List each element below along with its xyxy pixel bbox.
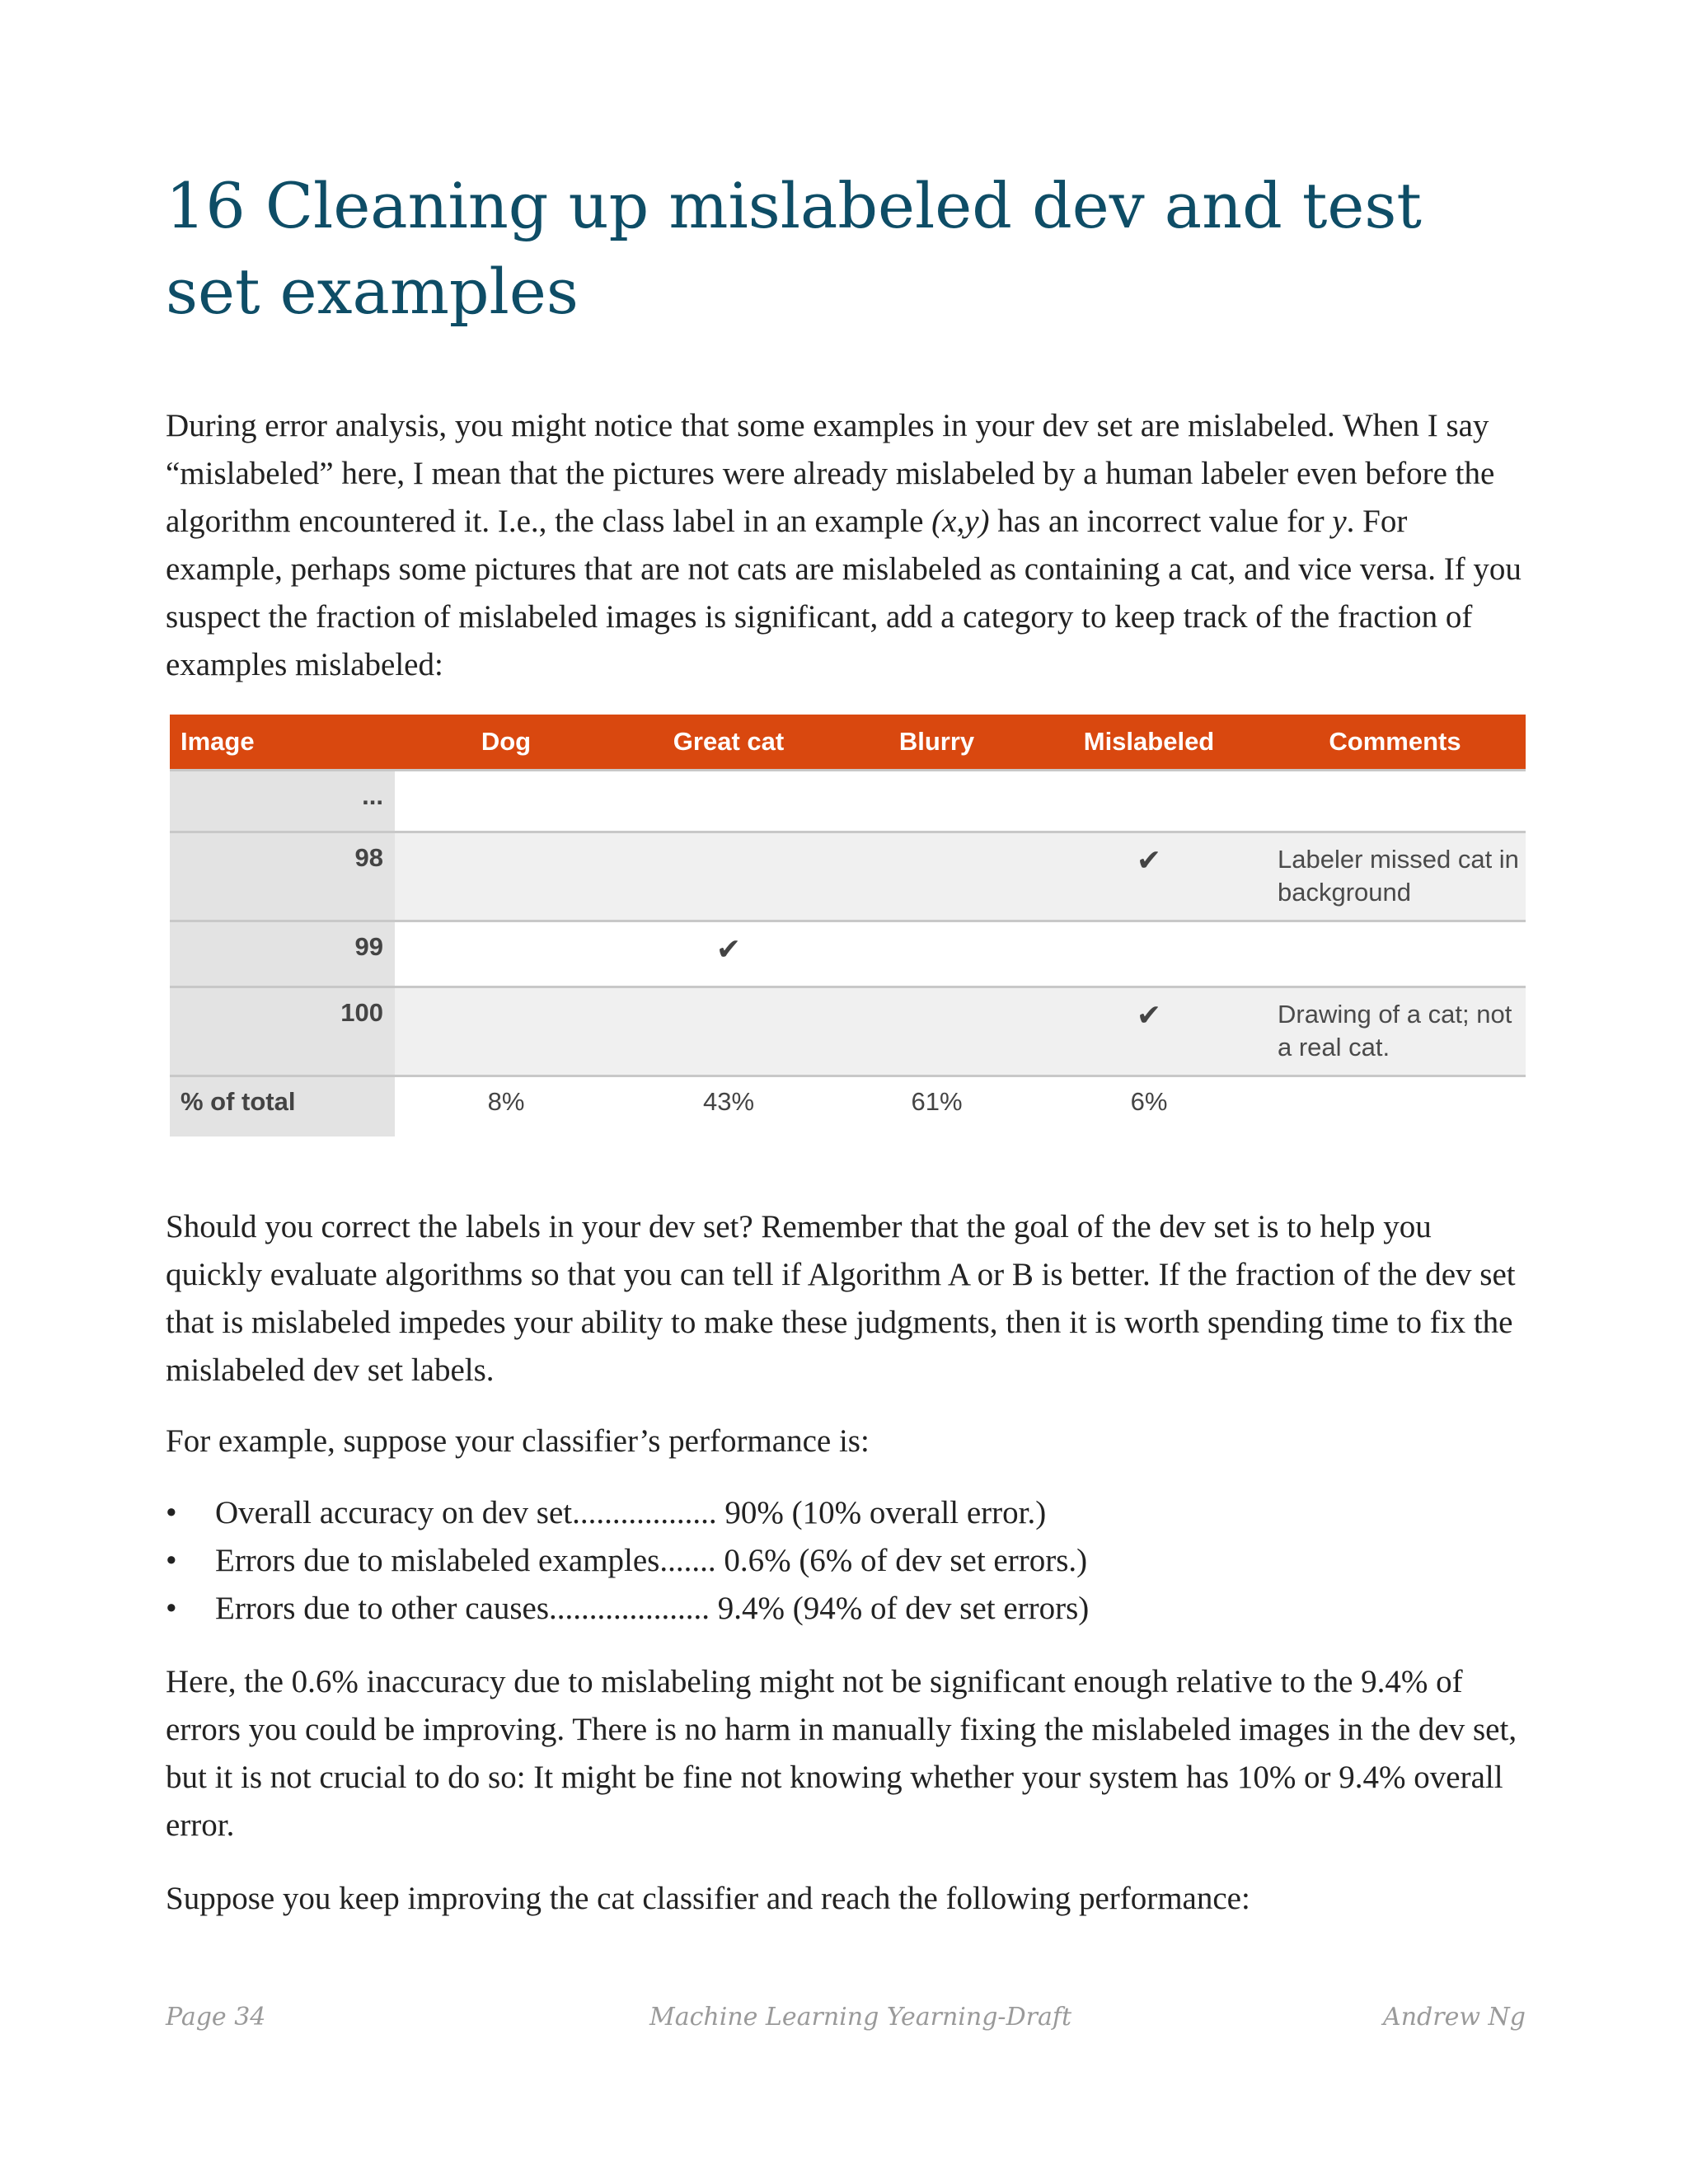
error-analysis-table <box>170 715 1526 1137</box>
row-mislabeled-cell <box>1034 771 1264 831</box>
checkmark-icon: ✔ <box>1136 998 1162 1032</box>
row-image-cell: 99 <box>170 922 395 986</box>
total-mislabeled: 6% <box>1130 1087 1168 1116</box>
row-comments-cell: Drawing of a cat; not a real cat. <box>1278 1000 1512 1062</box>
paragraph-analysis: Here, the 0.6% inaccuracy due to mislabeling might not be significant enough relative to the 9.4% of errors you could be improving. There is no harm in manually fixing the mislabeled images in the dev set, but it is not crucial to do so: It might be fine not knowing whether your system has 10% or 9.4% overall error. <box>166 1664 1517 1843</box>
row-great-cat-cell <box>617 771 840 831</box>
row-dog-cell <box>395 833 617 920</box>
row-blurry-cell <box>840 771 1034 831</box>
checkmark-icon: ✔ <box>715 932 742 966</box>
intro-text-1: During error analysis, you might notice that some examples in your dev set are mislabeled. When I say “mislabeled” here, I mean that the pictures were already mislabeled by a human labeler even before the algorithm encountered it. I.e., the class label in an example <box>166 408 1495 539</box>
row-comments-cell <box>1264 922 1526 986</box>
table-row <box>170 988 1526 1077</box>
bullet-icon: • <box>166 1591 177 1626</box>
list-item <box>166 1585 1526 1633</box>
header-dog: Dog <box>481 727 532 756</box>
row-image-cell: 98 <box>170 833 395 920</box>
total-label: % of total <box>170 1077 395 1137</box>
row-comments-cell: Labeler missed cat in background <box>1278 845 1519 907</box>
row-great-cat-cell <box>617 988 840 1075</box>
row-blurry-cell <box>840 833 1034 920</box>
footer-book-title: Machine Learning Yearning-Draft <box>649 2003 1072 2032</box>
list-item <box>166 1489 1526 1537</box>
intro-xy: (x,y) <box>931 504 990 539</box>
row-comments-cell <box>1264 771 1526 831</box>
list-item-text: Errors due to mislabeled examples....... 0.6% (6% of dev set errors.) <box>215 1543 1088 1578</box>
performance-list <box>166 1489 1526 1633</box>
row-dog-cell <box>395 988 617 1075</box>
row-blurry-cell <box>840 922 1034 986</box>
row-great-cat-cell <box>617 833 840 920</box>
table-total-row <box>170 1077 1526 1137</box>
intro-paragraph <box>166 402 1526 689</box>
list-item <box>166 1537 1526 1585</box>
table-row <box>170 833 1526 922</box>
table-header-row <box>170 715 1526 771</box>
total-comments <box>1264 1077 1526 1137</box>
row-dog-cell <box>395 922 617 986</box>
table-row <box>170 771 1526 833</box>
paragraph-correct-labels: Should you correct the labels in your dev set? Remember that the goal of the dev set is to help you quickly evaluate algorithms so that you can tell if Algorithm A or B is better. If the fraction of the dev set that is mislabeled impedes your ability to make these judgments, then it is worth spending time to fix the mislabeled dev set labels. <box>166 1209 1516 1388</box>
page-title: 16 Cleaning up mislabeled dev and test set examples <box>166 169 1422 328</box>
bullet-icon: • <box>166 1543 177 1578</box>
intro-text-3: . For example, perhaps some pictures that are not cats are mislabeled as containing a cat, and vice versa. If you suspect the fraction of mislabeled images is significant, add a category to keep track of the fraction of examples mislabeled: <box>166 504 1522 682</box>
list-item-text: Overall accuracy on dev set.................. 90% (10% overall error.) <box>215 1495 1047 1530</box>
row-image-cell: ... <box>170 771 395 831</box>
list-item-text: Errors due to other causes.................... 9.4% (94% of dev set errors) <box>215 1591 1090 1626</box>
row-blurry-cell <box>840 988 1034 1075</box>
header-mislabeled: Mislabeled <box>1083 727 1215 756</box>
paragraph-next-performance: Suppose you keep improving the cat classifier and reach the following performance: <box>166 1881 1250 1916</box>
checkmark-icon: ✔ <box>1136 843 1162 877</box>
total-blurry: 61% <box>911 1087 963 1116</box>
header-blurry: Blurry <box>898 727 975 756</box>
footer-page-number: Page 34 <box>166 2003 266 2032</box>
row-dog-cell <box>395 771 617 831</box>
bullet-icon: • <box>166 1495 177 1530</box>
paragraph-example-intro: For example, suppose your classifier’s performance is: <box>166 1423 870 1459</box>
total-great-cat: 43% <box>702 1087 755 1116</box>
intro-text-2: has an incorrect value for <box>989 504 1333 539</box>
intro-y: y <box>1332 504 1347 539</box>
total-dog: 8% <box>487 1087 525 1116</box>
header-image: Image <box>181 727 255 756</box>
row-image-cell: 100 <box>170 988 395 1075</box>
header-great-cat: Great cat <box>673 727 785 756</box>
row-mislabeled-cell <box>1034 922 1264 986</box>
table-row <box>170 922 1526 988</box>
header-comments: Comments <box>1329 727 1461 756</box>
footer-author: Andrew Ng <box>1383 2003 1526 2032</box>
